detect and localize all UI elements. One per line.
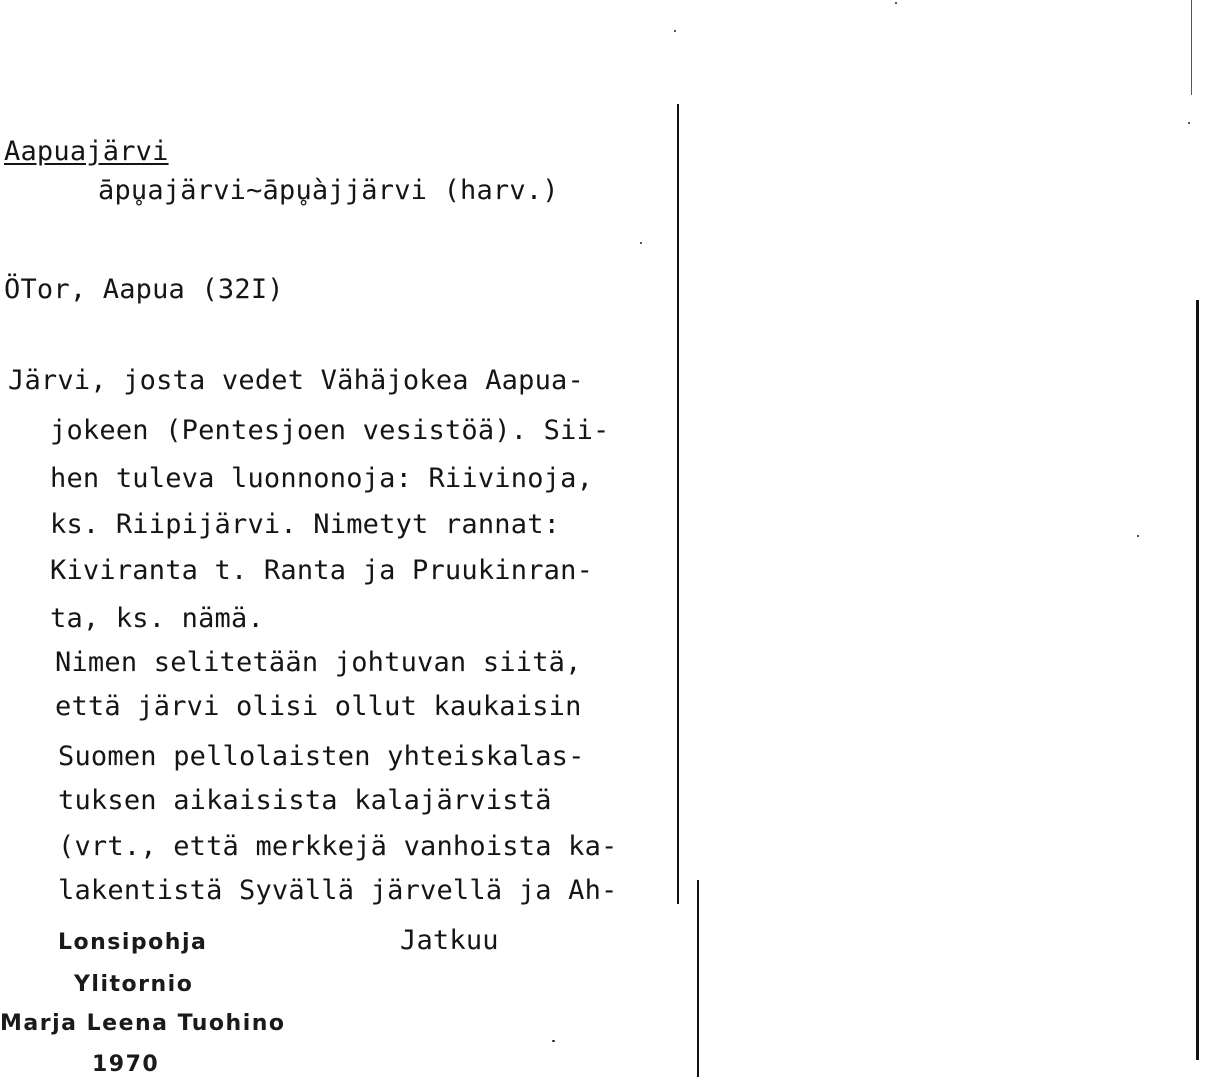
body-line: hen tuleva luonnonoja: Riivinoja,: [50, 463, 594, 494]
scan-border-right: [1196, 300, 1199, 1060]
headword: Aapuajärvi: [4, 136, 169, 167]
body-line: (vrt., että merkkejä vanhoista ka-: [58, 831, 618, 862]
stamp-parish: Ylitornio: [74, 972, 194, 997]
body-line: lakentistä Syvällä järvellä ja Ah-: [58, 875, 618, 906]
scan-speck: [1137, 535, 1139, 537]
body-line: ta, ks. nämä.: [50, 603, 264, 634]
card-edge-line: [677, 104, 679, 904]
body-line: Nimen selitetään johtuvan siitä,: [55, 647, 582, 678]
scan-speck: [895, 2, 897, 4]
scan-speck: [640, 242, 642, 244]
body-line: Järvi, josta vedet Vähäjokea Aapua-: [8, 365, 584, 396]
body-line: ks. Riipijärvi. Nimetyt rannat:: [50, 509, 561, 540]
pronunciation: āpu̥ajärvi~āpu̥àjjärvi (harv.): [98, 175, 559, 206]
body-line: jokeen (Pentesjoen vesistöä). Sii-: [50, 415, 610, 446]
stamp-year: 1970: [92, 1052, 160, 1077]
scan-border-right-top: [1191, 0, 1192, 95]
scan-speck: [674, 30, 676, 32]
card-edge-line-lower: [697, 880, 699, 1077]
continues-note: Jatkuu: [400, 925, 499, 956]
scan-speck: [552, 1040, 555, 1042]
stamp-collector: Marja Leena Tuohino: [0, 1011, 286, 1036]
body-line: Suomen pellolaisten yhteiskalas-: [58, 741, 585, 772]
stamp-region: Lonsipohja: [58, 930, 208, 955]
scan-speck: [1188, 122, 1190, 124]
location-reference: ÖTor, Aapua (32I): [4, 274, 284, 305]
body-line: Kiviranta t. Ranta ja Pruukinran-: [50, 555, 594, 586]
body-line: että järvi olisi ollut kaukaisin: [55, 691, 582, 722]
body-line: tuksen aikaisista kalajärvistä: [58, 785, 552, 816]
